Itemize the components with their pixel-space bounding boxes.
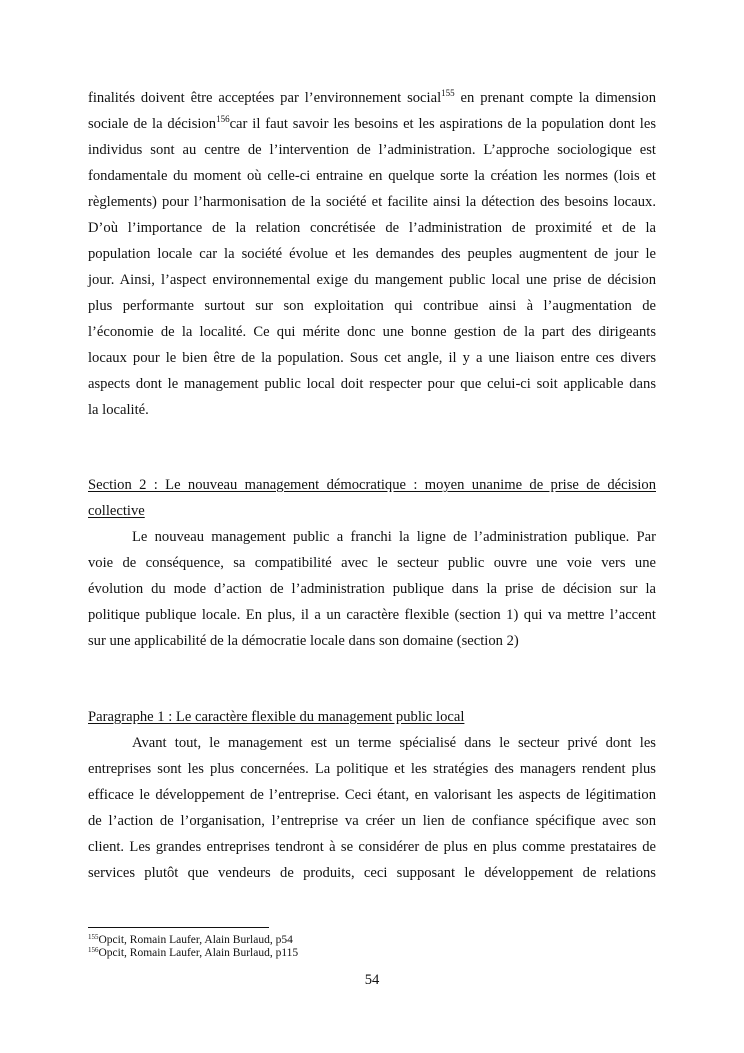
text-line: sur une applicabilité de la démocratie locale dans son domaine (section 2) (88, 633, 519, 649)
text-line: règlements) pour l’harmonisation de la société et facilite ainsi la détection des besoins locaux. (88, 194, 656, 210)
text-line (88, 111, 656, 137)
paragraphe-heading (88, 704, 656, 730)
text-segment: finalités doivent être acceptées par l’environnement social (88, 90, 442, 106)
page-number: 54 (364, 972, 380, 988)
text-line: Avant tout, le management est un terme spécialisé dans le secteur privé dont les (132, 735, 656, 751)
text-line: efficace le développement de l’entreprise. Ceci étant, en valorisant les aspects de légitimation (88, 787, 656, 803)
text-line: locaux pour le bien être de la population. Sous cet angle, il y a une liaison entre ces divers (88, 350, 656, 366)
text-segment: sociale de la décision (88, 116, 217, 132)
text-segment: car il faut savoir les besoins et les aspirations de la population dont les (229, 116, 657, 132)
footnote-number: 155 (88, 933, 99, 941)
text-line: évolution du mode d’action de l’administration publique dans la prise de décision sur la (88, 581, 656, 597)
text-line: entreprises sont les plus concernées. La politique et les stratégies des managers rendent plus (88, 761, 656, 777)
text-line: jour. Ainsi, l’aspect environnemental exige du mangement public local une prise de décision (88, 272, 656, 288)
text-line: de l’action de l’organisation, l’entreprise va créer un lien de confiance spécifique avec son (88, 813, 656, 829)
paragraphe-heading-line (88, 704, 656, 730)
footnote-155 (88, 934, 293, 947)
section-heading-line (88, 472, 656, 498)
text-line: D’où l’importance de la relation concrétisée de l’administration de proximité et de la (88, 220, 656, 236)
text-segment: en prenant compte la dimension (454, 90, 656, 106)
section-heading-text: collective (88, 503, 145, 519)
footnote-text: Opcit, Romain Laufer, Alain Burlaud, p54 (98, 934, 293, 946)
paragraphe-heading-text: Paragraphe 1 : Le caractère flexible du management public local (88, 709, 465, 725)
section-heading-text: Section 2 : Le nouveau management démocratique : moyen unanime de prise de décision (88, 477, 656, 493)
footnote-separator (88, 927, 269, 928)
text-line: client. Les grandes entreprises tendront à se considérer de plus en plus comme prestataires de (88, 839, 656, 855)
footnote-reference[interactable]: 155 (441, 88, 455, 98)
text-line: voie de conséquence, sa compatibilité avec le secteur public ouvre une voie vers une (88, 555, 656, 571)
text-line: Le nouveau management public a franchi la ligne de l’administration publique. Par (132, 529, 656, 545)
text-line: aspects dont le management public local doit respecter pour que celui-ci soit applicable dans (88, 376, 656, 392)
footnote-number: 156 (88, 946, 99, 954)
section-heading (88, 472, 656, 524)
text-line: politique publique locale. En plus, il a un caractère flexible (section 1) qui va mettre l’accent (88, 607, 656, 623)
paragraph-3 (88, 730, 656, 886)
text-line (88, 85, 656, 111)
paragraph-1 (88, 85, 656, 423)
footnote-reference[interactable]: 156 (216, 114, 230, 124)
text-line: plus performante surtout sur son exploitation qui contribue ainsi à l’augmentation de (88, 298, 656, 314)
paragraph-2 (88, 524, 656, 654)
text-line: services plutôt que vendeurs de produits, ceci supposant le développement de relations (88, 865, 656, 881)
text-line: la localité. (88, 402, 149, 418)
section-heading-line (88, 498, 656, 524)
text-line: fondamentale du moment où celle-ci entraine en quelque sorte la création les normes (lois et (88, 168, 656, 184)
text-line: l’économie de la localité. Ce qui mérite donc une bonne gestion de la part des dirigeants (88, 324, 656, 340)
footnote-text: Opcit, Romain Laufer, Alain Burlaud, p115 (98, 947, 299, 959)
text-line: population locale car la société évolue et les demandes des peuples augmentent de jour le (88, 246, 656, 262)
text-line: individus sont au centre de l’intervention de l’administration. L’approche sociologique est (88, 142, 656, 158)
footnote-156 (88, 947, 298, 960)
